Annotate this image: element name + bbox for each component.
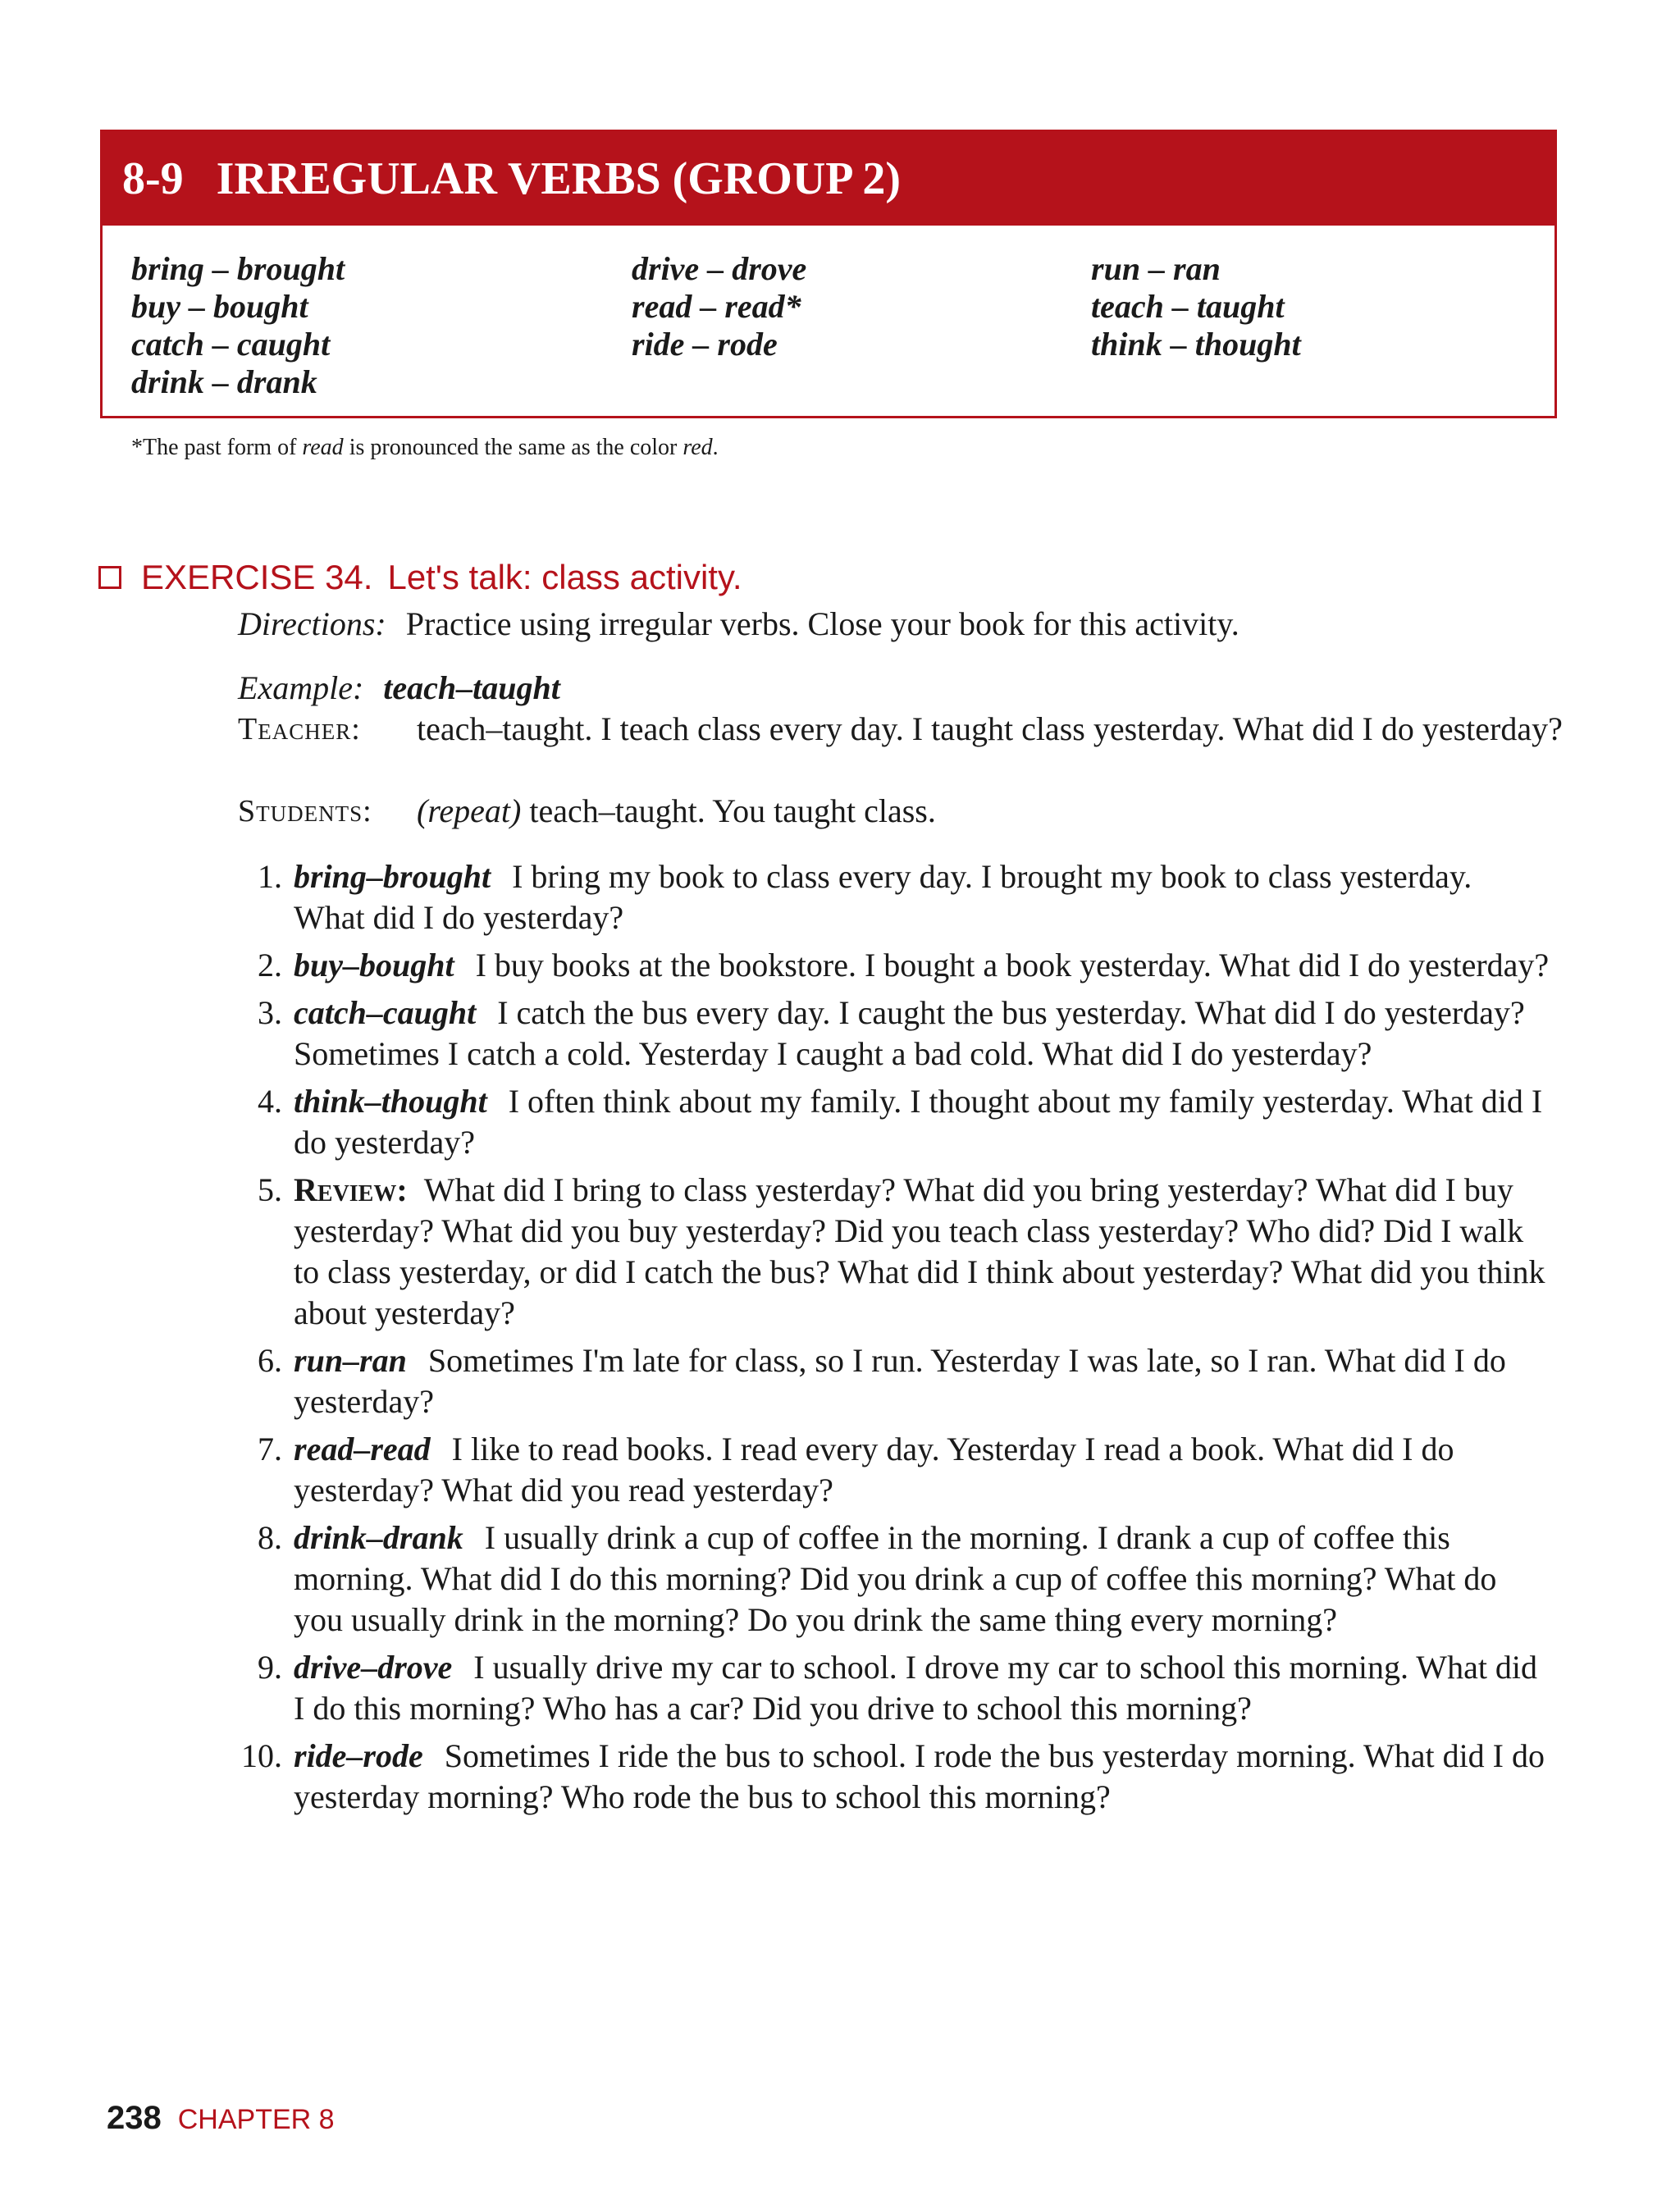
item-number: 1.	[258, 858, 282, 895]
item-text: Sometimes I ride the bus to school. I rode the bus yesterday morning. What did I do yesterday morning? Who rode the bus to school this morning?	[294, 1737, 1545, 1815]
item-text: I like to read books. I read every day. Yesterday I read a book. What did I do yesterday? What did you read yesterday?	[294, 1431, 1454, 1508]
verb-column-2	[632, 250, 806, 363]
item-verb: run–ran	[294, 1342, 407, 1379]
item-number: 10.	[241, 1737, 282, 1774]
item-verb: catch–caught	[294, 994, 477, 1031]
list-item	[238, 1429, 1550, 1511]
verb-column-1	[131, 250, 345, 401]
item-text: I often think about my family. I thought about my family yesterday. What did I do yesterday?	[294, 1083, 1543, 1161]
chart-header	[103, 132, 1554, 226]
footnote-text: is pronounced the same as the color	[343, 435, 683, 460]
item-verb: drive–drove	[294, 1649, 453, 1686]
list-item	[238, 1170, 1550, 1334]
item-verb: bring–brought	[294, 858, 491, 895]
footnote-text: *The past form of	[131, 435, 303, 460]
item-text: What did I bring to class yesterday? What did you bring yesterday? What did I buy yesterday? What did you buy yesterday? Did you teach class yesterday? Who did? Did I walk to class yesterday, or did I catch the bus? What did I think about yesterday? What did you think about yesterday?	[294, 1171, 1545, 1331]
directions-label: Directions:	[238, 605, 386, 642]
speech-text	[417, 791, 1680, 832]
item-number: 3.	[258, 994, 282, 1031]
item-verb: ride–rode	[294, 1737, 423, 1774]
list-item	[238, 1736, 1550, 1818]
footnote-text: .	[712, 435, 719, 460]
chapter-label: CHAPTER 8	[177, 2104, 335, 2135]
exercise-heading: Let's talk: class activity.	[387, 558, 742, 596]
footnote-word: red	[682, 435, 713, 460]
list-item	[238, 945, 1550, 986]
verb-pair: read – read*	[632, 288, 801, 325]
grammar-chart	[100, 130, 1557, 418]
exercise-title	[98, 558, 742, 597]
speaker-label: Teacher:	[238, 712, 361, 746]
item-text: I buy books at the bookstore. I bought a book yesterday. What did I do yesterday?	[475, 947, 1550, 983]
item-number: 9.	[258, 1649, 282, 1686]
item-number: 8.	[258, 1519, 282, 1556]
item-verb: think–thought	[294, 1083, 487, 1120]
review-label: Review:	[294, 1171, 408, 1208]
checkbox-icon[interactable]	[98, 566, 121, 589]
chart-footnote	[131, 435, 719, 461]
verb-pair: drive – drove	[632, 250, 807, 287]
example	[238, 668, 560, 709]
repeat-note: (repeat)	[417, 792, 522, 829]
item-verb: drink–drank	[294, 1519, 463, 1556]
chart-title: IRREGULAR VERBS (GROUP 2)	[216, 153, 902, 204]
item-text: I catch the bus every day. I caught the bus yesterday. What did I do yesterday? Sometimes I catch a cold. Yesterday I caught a bad cold. What did I do yesterday?	[294, 994, 1525, 1072]
item-verb: read–read	[294, 1431, 431, 1467]
item-verb: buy–bought	[294, 947, 454, 983]
speaker-label: Students:	[238, 794, 372, 828]
exercise-label: EXERCISE 34.	[141, 558, 373, 596]
footnote-word: read	[302, 435, 344, 460]
item-number: 6.	[258, 1342, 282, 1379]
verb-pair: buy – bought	[131, 288, 308, 325]
example-verb: teach–taught	[383, 669, 560, 706]
page-number: 238	[107, 2100, 162, 2136]
list-item	[238, 993, 1550, 1075]
list-item	[238, 1647, 1550, 1729]
list-item	[238, 1081, 1550, 1163]
item-text: I usually drive my car to school. I drove my car to school this morning. What did I do this morning? Who has a car? Did you drive to school this morning?	[294, 1649, 1538, 1727]
item-text: Sometimes I'm late for class, so I run. Yesterday I was late, so I ran. What did I do yesterday?	[294, 1342, 1506, 1420]
item-number: 2.	[258, 947, 282, 983]
directions-text: Practice using irregular verbs. Close your book for this activity.	[405, 605, 1239, 642]
item-number: 5.	[258, 1171, 282, 1208]
item-text: I usually drink a cup of coffee in the morning. I drank a cup of coffee this morning. What did I do this morning? Did you drink a cup of coffee this morning? What do you usually drink in the morning? Do you drink the same thing every morning?	[294, 1519, 1497, 1638]
verb-pair: teach – taught	[1091, 288, 1285, 325]
verb-column-3	[1091, 250, 1301, 363]
example-label: Example:	[238, 669, 364, 706]
verb-pair: ride – rode	[632, 326, 778, 363]
speech-content: teach–taught. You taught class.	[521, 792, 936, 829]
list-item	[238, 856, 1550, 938]
exercise-items	[238, 856, 1550, 1824]
verb-pair: catch – caught	[131, 326, 331, 363]
list-item	[238, 1517, 1550, 1641]
speech-text: teach–taught. I teach class every day. I taught class yesterday. What did I do yesterday?	[417, 710, 1563, 747]
directions	[238, 604, 1239, 645]
verb-pair: drink – drank	[131, 363, 317, 400]
item-text: I bring my book to class every day. I brought my book to class yesterday. What did I do yesterday?	[294, 858, 1472, 936]
chart-number: 8-9	[122, 153, 184, 204]
item-number: 7.	[258, 1431, 282, 1467]
verb-pair: bring – brought	[131, 250, 345, 287]
item-number: 4.	[258, 1083, 282, 1120]
page-footer	[107, 2100, 335, 2137]
list-item	[238, 1340, 1550, 1422]
verb-pair: run – ran	[1091, 250, 1221, 287]
verb-pair: think – thought	[1091, 326, 1301, 363]
